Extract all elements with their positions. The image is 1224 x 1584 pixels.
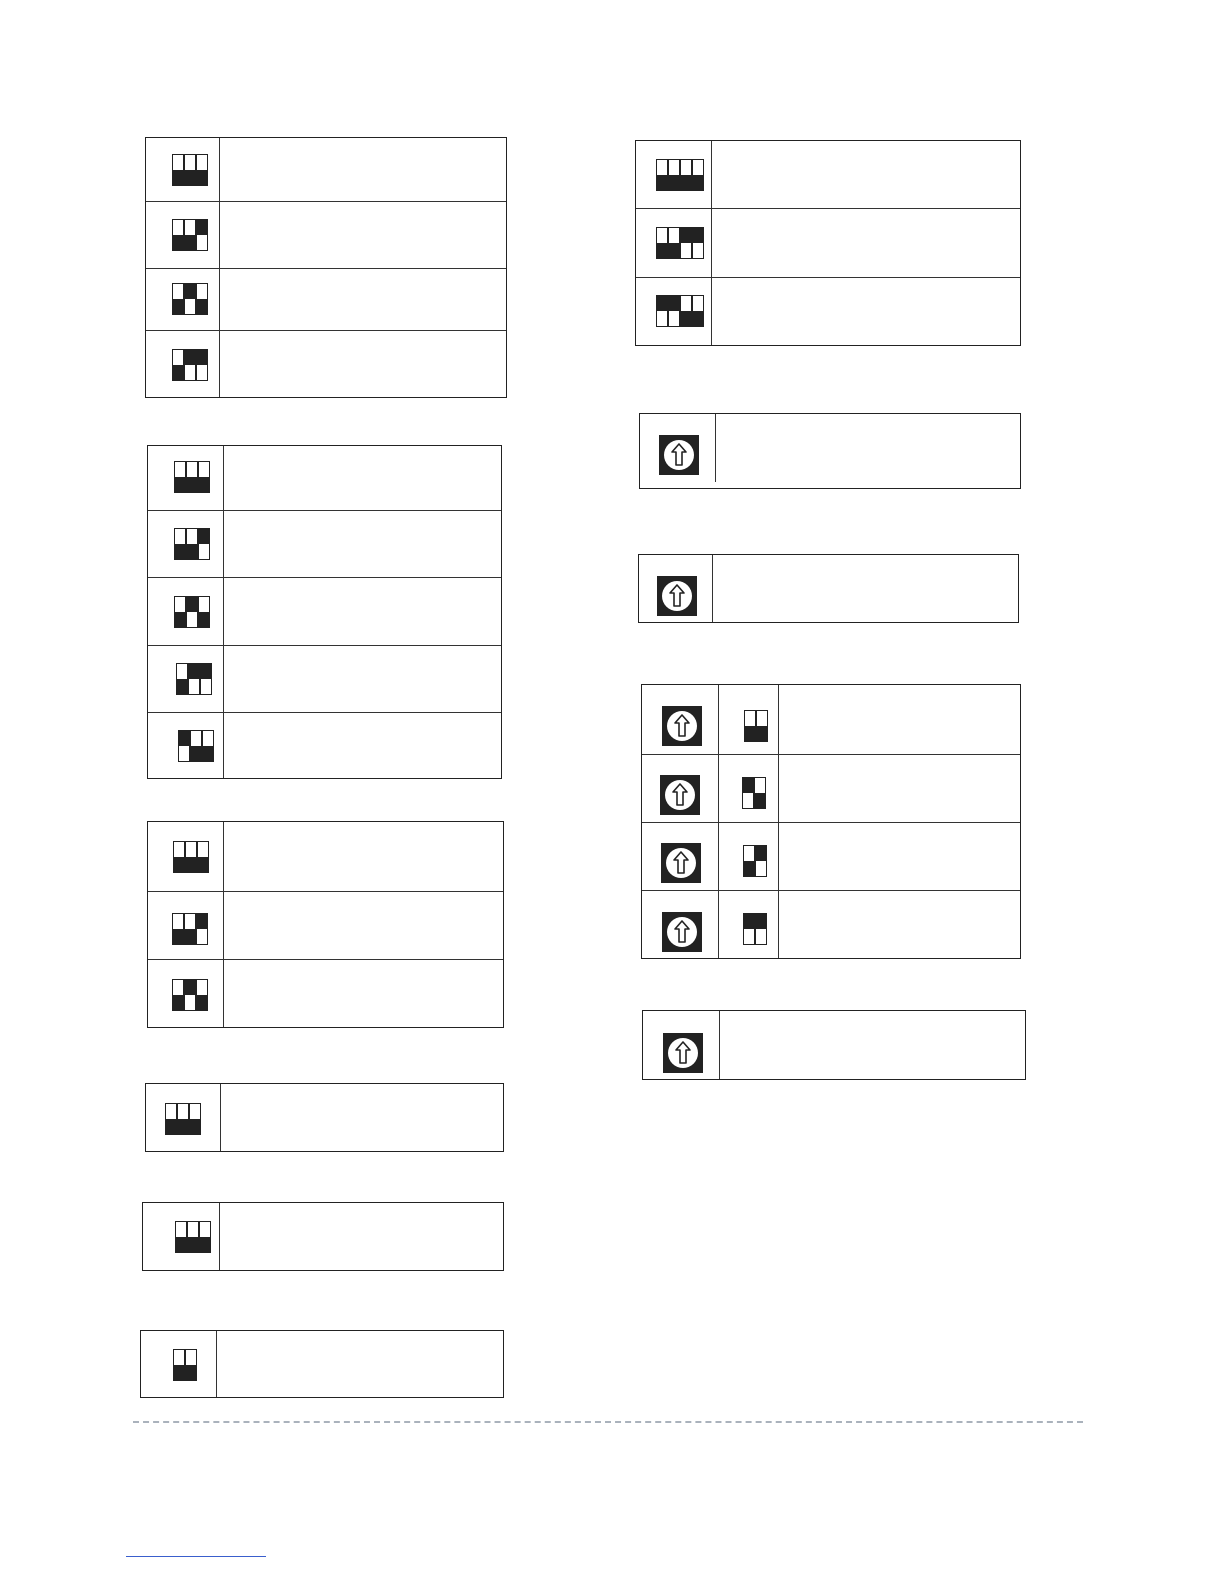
dip-switch-lever	[177, 679, 187, 694]
dip-switch-icon	[743, 913, 767, 945]
dip-switch-lever	[203, 746, 213, 761]
dip-switch-slot	[196, 979, 208, 1011]
table-row	[146, 1084, 503, 1151]
dip-switch-lever	[175, 477, 185, 492]
dip-switch-lever	[693, 228, 703, 243]
rotary-switch-arrow-icon	[662, 912, 702, 952]
dip-switch-slot	[175, 1221, 187, 1253]
left-table-3	[147, 821, 504, 1028]
left-table-2	[147, 445, 502, 779]
dip-switch-lever	[175, 544, 185, 559]
dip-switch-slot	[744, 710, 756, 742]
dip-switch-slot	[668, 295, 680, 327]
dip-switch-lever	[186, 857, 196, 872]
dip-switch-slot	[202, 730, 214, 762]
dip-switch-lever	[669, 175, 679, 190]
dip-switch-icon	[173, 1349, 197, 1381]
dip-switch-slot	[178, 730, 190, 762]
dip-switch-slot	[680, 159, 692, 191]
dip-switch-slot	[680, 295, 692, 327]
dip-switch-icon	[744, 710, 768, 742]
dip-switch-lever	[173, 299, 183, 314]
left-table-5	[142, 1202, 504, 1271]
table-row	[143, 1203, 503, 1270]
dip-switch-icon	[742, 777, 766, 809]
dip-switch-lever	[755, 793, 765, 808]
dip-switch-slot	[185, 1349, 197, 1381]
dip-switch-icon	[172, 979, 208, 1011]
dip-switch-lever	[199, 529, 209, 544]
dip-switch-lever	[693, 175, 703, 190]
dip-switch-icon	[656, 159, 704, 191]
dip-switch-slot	[172, 349, 184, 381]
dip-switch-lever	[198, 857, 208, 872]
dip-switch-lever	[185, 980, 195, 995]
dip-switch-icon	[174, 596, 210, 628]
table-row	[148, 510, 501, 577]
footer-divider	[133, 1421, 1083, 1423]
dip-switch-slot	[742, 777, 754, 809]
dip-switch-slot	[173, 841, 185, 873]
dip-switch-slot	[197, 841, 209, 873]
dip-switch-lever	[173, 170, 183, 185]
dip-switch-slot	[756, 710, 768, 742]
rotary-switch-arrow-icon	[662, 706, 702, 746]
dip-switch-icon	[743, 845, 767, 877]
rotary-switch-arrow-icon	[663, 1033, 703, 1073]
dip-switch-lever	[176, 1237, 186, 1252]
right-table-1	[635, 140, 1021, 346]
dip-switch-slot	[184, 979, 196, 1011]
dip-switch-slot	[196, 913, 208, 945]
dip-switch-lever	[175, 612, 185, 627]
dip-switch-icon	[175, 1221, 211, 1253]
dip-switch-lever	[756, 846, 766, 861]
dip-switch-slot	[172, 913, 184, 945]
table-row	[148, 645, 501, 712]
dip-switch-slot	[189, 1103, 201, 1135]
dip-switch-icon	[165, 1103, 201, 1135]
dip-switch-lever	[197, 914, 207, 929]
dip-switch-lever	[681, 175, 691, 190]
dip-switch-slot	[692, 295, 704, 327]
dip-switch-lever	[173, 929, 183, 944]
dip-switch-lever	[179, 731, 189, 746]
dip-switch-icon	[172, 219, 208, 251]
dip-switch-slot	[680, 227, 692, 259]
table-row	[639, 555, 1018, 622]
dip-switch-lever	[197, 995, 207, 1010]
left-table-1	[145, 137, 507, 398]
dip-switch-lever	[681, 228, 691, 243]
table-row	[643, 1011, 1025, 1079]
dip-switch-lever	[743, 778, 753, 793]
table-row	[148, 959, 503, 1027]
rotary-switch-arrow-icon	[659, 435, 699, 475]
dip-switch-lever	[185, 929, 195, 944]
dip-switch-lever	[681, 311, 691, 326]
dip-switch-lever	[166, 1119, 176, 1134]
dip-switch-lever	[173, 995, 183, 1010]
dip-switch-slot	[184, 913, 196, 945]
dip-switch-slot	[200, 663, 212, 695]
dip-switch-lever	[657, 296, 667, 311]
dip-switch-slot	[754, 777, 766, 809]
dip-switch-lever	[657, 243, 667, 258]
dip-switch-slot	[656, 295, 668, 327]
dip-switch-icon	[656, 295, 704, 327]
dip-switch-lever	[178, 1119, 188, 1134]
dip-switch-lever	[189, 664, 199, 679]
dip-switch-lever	[201, 664, 211, 679]
right-table-3	[638, 554, 1019, 623]
table-row	[148, 577, 501, 645]
dip-switch-lever	[197, 299, 207, 314]
dip-switch-slot	[668, 159, 680, 191]
dip-switch-lever	[191, 746, 201, 761]
dip-switch-slot	[198, 596, 210, 628]
table-row	[146, 201, 506, 268]
dip-switch-icon	[173, 841, 209, 873]
dip-switch-slot	[186, 596, 198, 628]
table-row	[146, 268, 506, 330]
dip-switch-slot	[656, 227, 668, 259]
dip-switch-icon	[172, 154, 208, 186]
dip-switch-slot	[196, 154, 208, 186]
dip-switch-lever	[187, 477, 197, 492]
table-row	[640, 414, 1020, 488]
dip-switch-lever	[185, 235, 195, 250]
dip-switch-lever	[185, 284, 195, 299]
dip-switch-slot	[184, 219, 196, 251]
dip-switch-slot	[196, 283, 208, 315]
rotary-switch-arrow-icon	[661, 843, 701, 883]
dip-switch-icon	[172, 349, 208, 381]
table-row	[148, 446, 501, 510]
table-row	[636, 208, 1020, 277]
dip-switch-slot	[196, 219, 208, 251]
dip-switch-slot	[692, 159, 704, 191]
dip-switch-slot	[176, 663, 188, 695]
dip-switch-icon	[176, 663, 212, 695]
dip-switch-lever	[744, 914, 754, 929]
dip-switch-slot	[190, 730, 202, 762]
table-row	[146, 138, 506, 201]
dip-switch-slot	[177, 1103, 189, 1135]
dip-switch-lever	[693, 311, 703, 326]
dip-switch-icon	[178, 730, 214, 762]
table-row	[148, 891, 503, 959]
table-row	[636, 141, 1020, 208]
dip-switch-lever	[197, 350, 207, 365]
dip-switch-lever	[173, 365, 183, 380]
right-table-4	[641, 684, 1021, 959]
dip-switch-icon	[172, 283, 208, 315]
dip-switch-slot	[187, 1221, 199, 1253]
dip-switch-lever	[756, 914, 766, 929]
dip-switch-slot	[755, 913, 767, 945]
dip-switch-icon	[172, 913, 208, 945]
dip-switch-slot	[172, 979, 184, 1011]
dip-switch-lever	[190, 1119, 200, 1134]
dip-switch-lever	[188, 1237, 198, 1252]
dip-switch-lever	[744, 861, 754, 876]
left-table-4	[145, 1083, 504, 1152]
dip-switch-lever	[174, 1365, 184, 1380]
table-row	[636, 277, 1020, 345]
dip-switch-lever	[657, 175, 667, 190]
dip-switch-slot	[174, 528, 186, 560]
dip-switch-lever	[197, 170, 207, 185]
left-table-6	[140, 1330, 504, 1398]
dip-switch-lever	[187, 597, 197, 612]
dip-switch-lever	[745, 726, 755, 741]
dip-switch-slot	[743, 845, 755, 877]
dip-switch-slot	[656, 159, 668, 191]
dip-switch-icon	[174, 461, 210, 493]
table-row	[642, 890, 1020, 958]
dip-switch-lever	[185, 350, 195, 365]
dip-switch-slot	[172, 219, 184, 251]
dip-switch-slot	[198, 528, 210, 560]
table-row	[146, 330, 506, 397]
dip-switch-lever	[669, 296, 679, 311]
table-row	[642, 754, 1020, 822]
dip-switch-lever	[669, 243, 679, 258]
rotary-switch-arrow-icon	[660, 775, 700, 815]
dip-switch-slot	[743, 913, 755, 945]
table-row	[642, 685, 1020, 754]
dip-switch-lever	[185, 170, 195, 185]
dip-switch-lever	[186, 1365, 196, 1380]
dip-switch-slot	[755, 845, 767, 877]
dip-switch-lever	[757, 726, 767, 741]
dip-switch-lever	[173, 235, 183, 250]
table-row	[148, 822, 503, 891]
dip-switch-slot	[185, 841, 197, 873]
dip-switch-slot	[172, 154, 184, 186]
dip-switch-slot	[174, 596, 186, 628]
dip-switch-lever	[174, 857, 184, 872]
dip-switch-icon	[656, 227, 704, 259]
dip-switch-slot	[198, 461, 210, 493]
dip-switch-slot	[199, 1221, 211, 1253]
dip-switch-slot	[184, 349, 196, 381]
dip-switch-lever	[199, 612, 209, 627]
dip-switch-slot	[184, 283, 196, 315]
right-table-5	[642, 1010, 1026, 1080]
dip-switch-slot	[668, 227, 680, 259]
dip-switch-slot	[692, 227, 704, 259]
dip-switch-slot	[196, 349, 208, 381]
dip-switch-slot	[186, 528, 198, 560]
dip-switch-lever	[197, 220, 207, 235]
dip-switch-slot	[173, 1349, 185, 1381]
dip-switch-slot	[188, 663, 200, 695]
dip-switch-slot	[172, 283, 184, 315]
dip-switch-slot	[184, 154, 196, 186]
dip-switch-lever	[187, 544, 197, 559]
rotary-switch-arrow-icon	[657, 576, 697, 616]
dip-switch-lever	[200, 1237, 210, 1252]
right-table-2	[639, 413, 1021, 489]
dip-switch-slot	[165, 1103, 177, 1135]
dip-switch-slot	[186, 461, 198, 493]
table-row	[642, 822, 1020, 890]
footer-link-underline	[126, 1556, 266, 1557]
dip-switch-lever	[199, 477, 209, 492]
table-row	[148, 712, 501, 778]
table-row	[141, 1331, 503, 1397]
dip-switch-icon	[174, 528, 210, 560]
dip-switch-slot	[174, 461, 186, 493]
